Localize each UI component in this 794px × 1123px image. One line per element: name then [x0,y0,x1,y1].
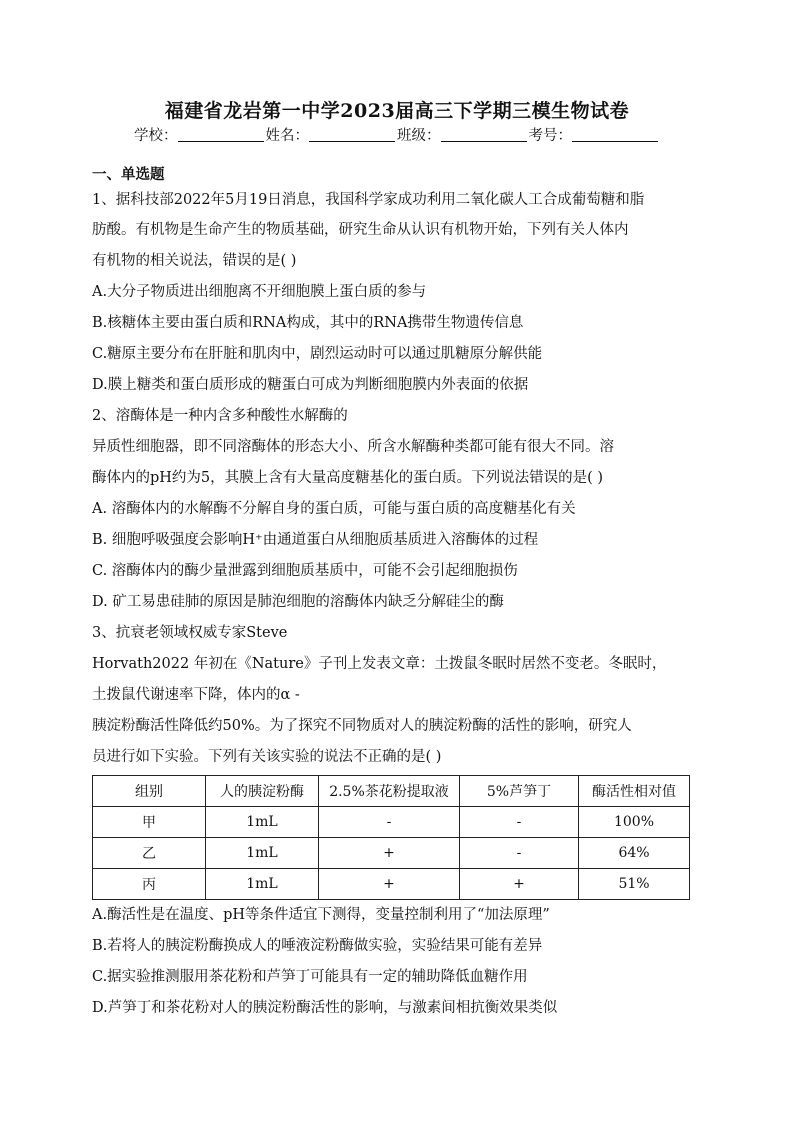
number-label: 考号： [528,128,572,144]
table-cell: 51% [579,869,690,900]
question-2-line: 酶体内的pH约为5，其膜上含有大量高度糖基化的蛋白质。下列说法错误的是( ) [92,470,604,486]
table-cell: - [460,838,579,869]
student-info-row [0,124,794,145]
option-d: D. 矿工易患硅肺的原因是肺泡细胞的溶酶体内缺乏分解硅尘的酶 [92,594,504,610]
table-cell: + [460,869,579,900]
table-row [93,838,690,869]
question-3-line: 3、抗衰老领域权威专家Steve [92,625,288,641]
table-cell: - [460,807,579,838]
question-3 [92,618,704,1024]
question-3-line: 土拨鼠代谢速率下降，体内的α - [92,687,300,703]
table-cell: 1mL [206,838,319,869]
question-1-line: 有机物的相关说法，错误的是( ) [92,253,297,269]
question-3-line: Horvath2022 年初在《Nature》子刊上发表文章：土拨鼠冬眠时居然不变老。冬眠时， [92,656,667,672]
section-heading: 一、单选题 [92,166,165,183]
option-d: D.芦笋丁和茶花粉对人的胰淀粉酶活性的影响，与激素间相抗衡效果类似 [92,1000,558,1016]
question-2-line: 2、溶酶体是一种内含多种酸性水解酶的 [92,408,348,424]
table-header-cell: 5%芦笋丁 [460,776,579,807]
table-cell: + [319,869,460,900]
name-blank[interactable] [309,127,395,142]
option-b: B.若将人的胰淀粉酶换成人的唾液淀粉酶做实验，实验结果可能有差异 [92,938,543,954]
class-label: 班级： [397,128,441,144]
experiment-table [92,775,690,900]
table-row [93,807,690,838]
table-cell: 乙 [93,838,206,869]
option-a: A.大分子物质进出细胞离不开细胞膜上蛋白质的参与 [92,284,427,300]
table-header-cell: 人的胰淀粉酶 [206,776,319,807]
option-b: B. 细胞呼吸强度会影响H⁺由通道蛋白从细胞质基质进入溶酶体的过程 [92,532,539,548]
question-2 [92,401,704,618]
class-blank[interactable] [441,127,527,142]
question-1-line: 肪酸。有机物是生命产生的物质基础，研究生命从认识有机物开始，下列有关人体内 [92,222,629,238]
table-header-cell: 2.5%茶花粉提取液 [319,776,460,807]
option-a: A.酶活性是在温度、pH等条件适宜下测得，变量控制利用了“加法原理” [92,907,550,923]
school-blank[interactable] [178,127,264,142]
exam-content [92,164,704,1024]
table-header-cell: 组别 [93,776,206,807]
question-3-line: 员进行如下实验。下列有关该实验的说法不正确的是( ) [92,749,442,765]
table-cell: 丙 [93,869,206,900]
option-b: B.核糖体主要由蛋白质和RNA构成，其中的RNA携带生物遗传信息 [92,315,524,331]
option-d: D.膜上糖类和蛋白质形成的糖蛋白可成为判断细胞膜内外表面的依据 [92,377,529,393]
question-3-line: 胰淀粉酶活性降低约50%。为了探究不同物质对人的胰淀粉酶的活性的影响，研究人 [92,718,632,734]
question-2-line: 异质性细胞器，即不同溶酶体的形态大小、所含水解酶种类都可能有很大不同。溶 [92,439,614,455]
table-cell: + [319,838,460,869]
table-cell: 甲 [93,807,206,838]
table-cell: - [319,807,460,838]
name-label: 姓名： [265,128,309,144]
option-c: C.糖原主要分布在肝脏和肌肉中，剧烈运动时可以通过肌糖原分解供能 [92,346,543,362]
page-title: 福建省龙岩第一中学2023届高三下学期三模生物试卷 [164,100,630,122]
table-row [93,869,690,900]
table-cell: 64% [579,838,690,869]
question-1 [92,186,704,401]
table-cell: 1mL [206,807,319,838]
option-c: C.据实验推测服用茶花粉和芦笋丁可能具有一定的辅助降低血糖作用 [92,969,528,985]
option-c: C. 溶酶体内的酶少量泄露到细胞质基质中，可能不会引起细胞损伤 [92,563,518,579]
table-header-row [93,776,690,807]
question-1-line: 1、据科技部2022年5月19日消息，我国科学家成功利用二氧化碳人工合成葡萄糖和脂 [92,192,645,208]
option-a: A. 溶酶体内的水解酶不分解自身的蛋白质，可能与蛋白质的高度糖基化有关 [92,501,576,517]
school-label: 学校： [134,128,178,144]
table-cell: 1mL [206,869,319,900]
table-cell: 100% [579,807,690,838]
number-blank[interactable] [572,127,658,142]
table-header-cell: 酶活性相对值 [579,776,690,807]
